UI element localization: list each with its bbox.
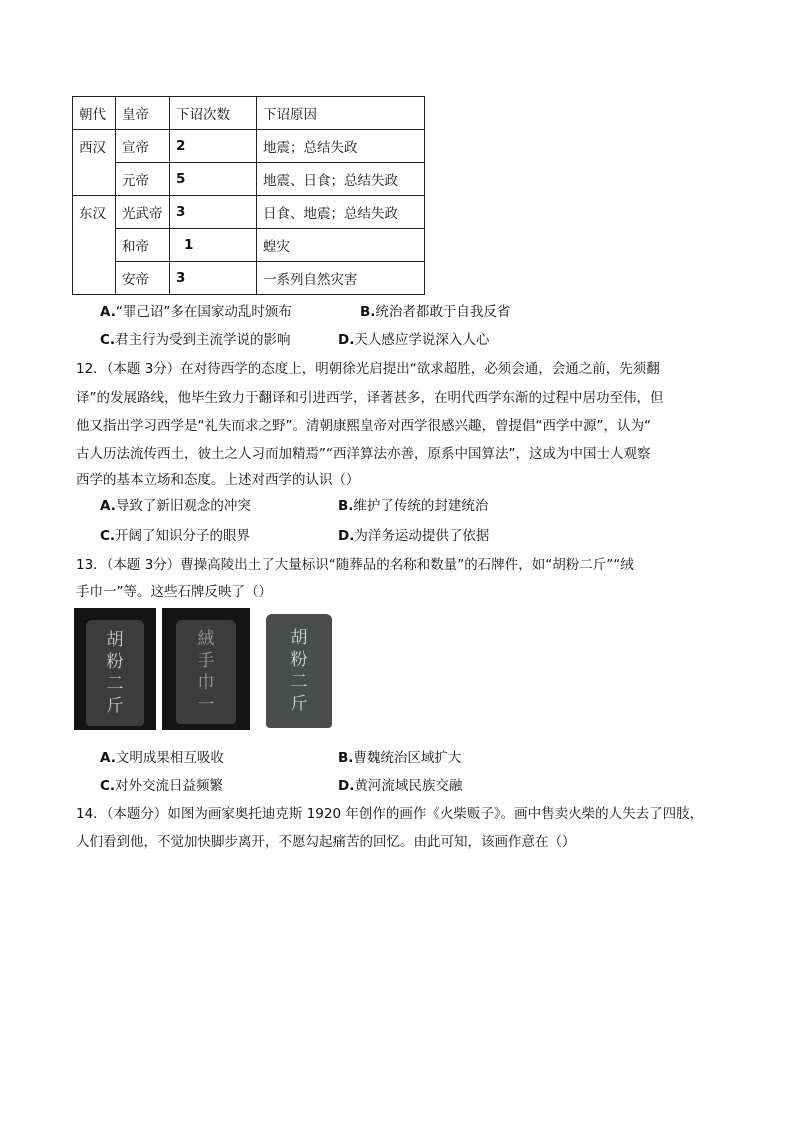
stone-tablet: 胡 粉 二 斤 xyxy=(86,620,144,726)
table-row xyxy=(73,262,425,295)
q13-line-2: 手巾一”等。这些石牌反映了（） xyxy=(76,584,272,600)
reason-cell: 地震；总结失政 xyxy=(257,130,425,163)
reason-cell: 一系列自然灾害 xyxy=(257,262,425,295)
stone-tablet: 胡 粉 二 斤 xyxy=(266,614,332,728)
q12-line-2: 译”的发展路线，他毕生致力于翻译和引进西学，译著甚多，在明代西学东渐的过程中居功至伟，但 xyxy=(76,390,664,406)
q12-option-b: B.维护了传统的封建统治 xyxy=(338,498,489,514)
emperor-cell: 安帝 xyxy=(116,262,170,295)
count-cell: 2 xyxy=(170,130,257,163)
q12-option-c: C.开阔了知识分子的眼界 xyxy=(100,528,251,544)
reason-cell: 日食、地震；总结失政 xyxy=(257,196,425,229)
q13-option-a: A.文明成果相互吸收 xyxy=(100,750,224,766)
count-cell: 3 xyxy=(170,196,257,229)
table-row xyxy=(73,130,425,163)
header-dynasty: 朝代 xyxy=(73,97,116,130)
header-reason: 下诏原因 xyxy=(257,97,425,130)
q12-line-3: 他又指出学习西学是“礼失而求之野”。清朝康熙皇帝对西学很感兴趣，曾提倡“西学中源”，认为“ xyxy=(76,418,651,434)
count-cell: 1 xyxy=(170,229,257,262)
table-row xyxy=(73,229,425,262)
q13-line-1: 13．（本题 3分）曹操高陵出土了大量标识“随葬品的名称和数量”的石牌件，如“胡粉二斤”“绒 xyxy=(76,557,634,573)
stone-tablet-photo-1 xyxy=(74,608,156,730)
emperor-cell: 元帝 xyxy=(116,163,170,196)
reason-cell: 地震、日食；总结失政 xyxy=(257,163,425,196)
q14-line-2: 人们看到他，不觉加快脚步离开，不愿勾起痛苦的回忆。由此可知，该画作意在（） xyxy=(76,834,576,850)
count-cell: 3 xyxy=(170,262,257,295)
edict-table xyxy=(72,96,425,295)
table-header-row xyxy=(73,97,425,130)
q12-line-5: 西学的基本立场和态度。上述对西学的认识（） xyxy=(76,472,360,488)
q13-option-b: B.曹魏统治区域扩大 xyxy=(338,750,462,766)
count-cell: 5 xyxy=(170,163,257,196)
reason-cell: 蝗灾 xyxy=(257,229,425,262)
table-row xyxy=(73,196,425,229)
emperor-cell: 光武帝 xyxy=(116,196,170,229)
q12-option-d: D.为洋务运动提供了依据 xyxy=(338,528,490,544)
emperor-cell: 和帝 xyxy=(116,229,170,262)
dynasty-cell: 东汉 xyxy=(73,196,116,295)
stone-tablet-photo-2 xyxy=(162,608,250,730)
q12-option-a: A.导致了新旧观念的冲突 xyxy=(100,498,251,514)
q11-option-b: B.统治者都敢于自我反省 xyxy=(360,304,511,320)
q13-option-c: C.对外交流日益频繁 xyxy=(100,778,224,794)
stone-tablet-photo-3 xyxy=(262,608,336,730)
table-row xyxy=(73,163,425,196)
q11-option-d: D.天人感应学说深入人心 xyxy=(338,332,490,348)
q12-line-4: 古人历法流传西土，彼土之人习而加精焉”“西洋算法亦善，原系中国算法”，这成为中国士人观察 xyxy=(76,446,651,462)
dynasty-cell: 西汉 xyxy=(73,130,116,196)
stone-tablet: 絨 手 巾 一 xyxy=(176,620,236,724)
q12-line-1: 12．（本题 3分）在对待西学的态度上，明朝徐光启提出“欲求超胜，必须会通，会通之前，先须翻 xyxy=(76,361,660,377)
emperor-cell: 宣帝 xyxy=(116,130,170,163)
header-emperor: 皇帝 xyxy=(116,97,170,130)
q14-line-1: 14．（本题分）如图为画家奥托迪克斯 1920 年创作的画作《火柴贩子》。画中售卖火柴的人失去了四肢， xyxy=(76,806,704,822)
q11-option-c: C.君主行为受到主流学说的影响 xyxy=(100,332,291,348)
q11-option-a: A.“罪己诏”多在国家动乱时颁布 xyxy=(100,304,292,320)
header-count: 下诏次数 xyxy=(170,97,257,130)
q13-option-d: D.黄河流域民族交融 xyxy=(338,778,463,794)
